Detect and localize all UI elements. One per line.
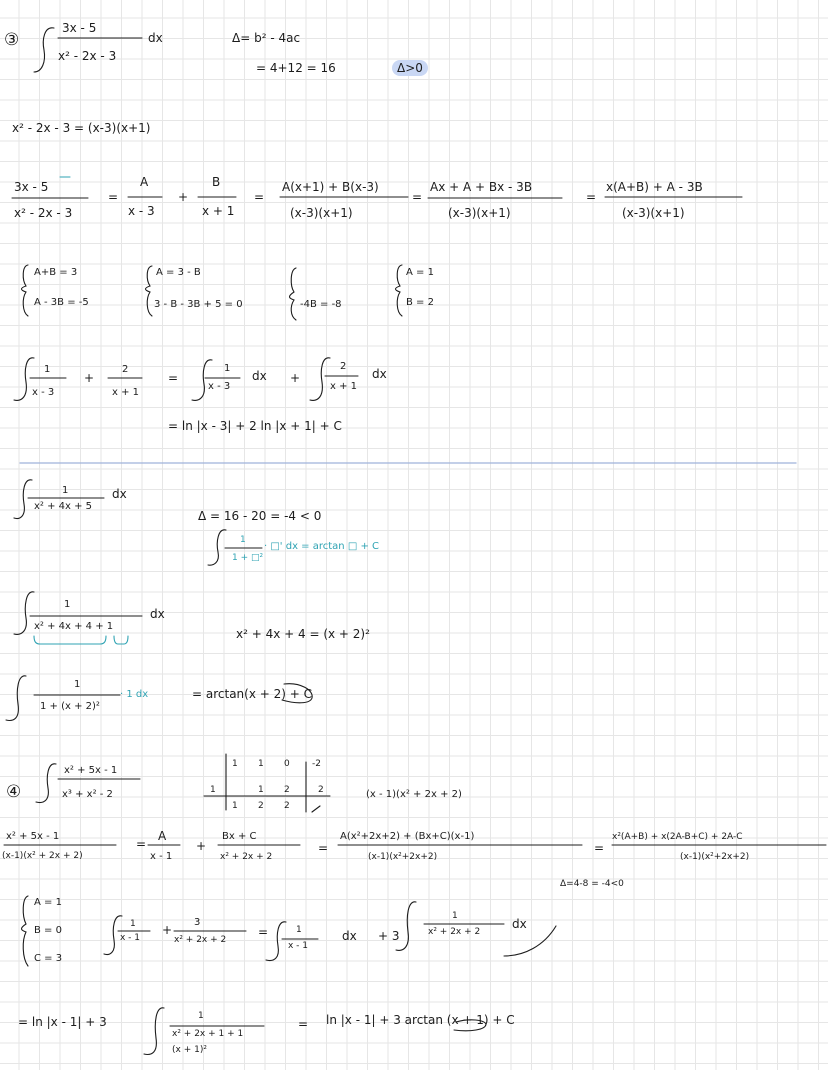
system-3: -4B = -8 bbox=[300, 299, 342, 310]
factorization: x² - 2x - 3 = (x-3)(x+1) bbox=[12, 121, 151, 135]
split-term-1-numerator: 1 bbox=[224, 363, 231, 374]
rule-denominator: 1 + □² bbox=[232, 553, 264, 563]
integral-denominator: x³ + x² - 2 bbox=[62, 789, 113, 800]
last-note: (x + 1)² bbox=[172, 1045, 207, 1055]
pf-a-denominator: x - 3 bbox=[128, 204, 155, 218]
equals-sign: = bbox=[258, 925, 269, 939]
integral-sign bbox=[14, 592, 34, 635]
equals-sign: = bbox=[168, 371, 179, 385]
system-1-line-2: A - 3B = -5 bbox=[34, 297, 89, 308]
dx-label: dx bbox=[112, 487, 127, 501]
horner-top-1: 1 bbox=[232, 759, 238, 769]
sum-term-1-numerator: 1 bbox=[130, 919, 136, 929]
sum-term-2-denominator: x + 1 bbox=[112, 387, 140, 398]
integral-sign bbox=[310, 358, 330, 401]
pf-grouped-numerator: x²(A+B) + x(2A-B+C) + 2A-C bbox=[612, 832, 743, 842]
equals-sign: = bbox=[586, 190, 597, 204]
equals-sign: = bbox=[412, 190, 423, 204]
step-result: = arctan(x + 2) + C bbox=[192, 687, 312, 701]
pf-grouped-denominator: (x-1)(x²+2x+2) bbox=[680, 852, 750, 862]
rule-numerator: 1 bbox=[240, 535, 246, 545]
pf-a: A bbox=[140, 175, 149, 189]
split-term-2-numerator: 1 bbox=[452, 911, 458, 921]
pf-combined-numerator: A(x²+2x+2) + (Bx+C)(x-1) bbox=[340, 831, 475, 842]
problem-number: ③ bbox=[4, 30, 20, 50]
integral-numerator: 1 bbox=[62, 485, 69, 496]
equals-sign: = bbox=[254, 190, 265, 204]
last-result: ln |x - 1| + 3 arctan (x + 1) + C bbox=[326, 1013, 515, 1027]
delta-value: = 4+12 = 16 bbox=[256, 61, 336, 75]
horner-top-4: -2 bbox=[312, 759, 321, 769]
factored-denominator: (x - 1)(x² + 2x + 2) bbox=[366, 789, 462, 800]
split-term-1-numerator: 1 bbox=[296, 925, 302, 935]
system-2-line-2: 3 - B - 3B + 5 = 0 bbox=[154, 299, 243, 310]
completing-square: x² + 4x + 4 = (x + 2)² bbox=[236, 627, 370, 641]
pf-lhs-numerator: 3x - 5 bbox=[14, 180, 49, 194]
last-denominator: x² + 2x + 1 + 1 bbox=[172, 1029, 244, 1039]
equals-sign: = bbox=[108, 190, 119, 204]
brace bbox=[396, 265, 403, 316]
delta-positive: Δ>0 bbox=[392, 60, 428, 76]
sum-term-2-numerator: 2 bbox=[122, 364, 129, 375]
plus-sign: + bbox=[178, 190, 189, 204]
brace-under bbox=[34, 636, 106, 644]
brace bbox=[290, 268, 297, 320]
horner-top-2: 1 bbox=[258, 759, 264, 769]
brace bbox=[22, 265, 29, 316]
sum-term-1-numerator: 1 bbox=[44, 364, 51, 375]
plus-sign: + bbox=[196, 839, 207, 853]
pf-a: A bbox=[158, 829, 167, 843]
system-c: C = 3 bbox=[34, 953, 63, 964]
last-lhs: = ln |x - 1| + 3 bbox=[18, 1015, 107, 1029]
sum-term-2-denominator: x² + 2x + 2 bbox=[174, 935, 227, 945]
integral-sign bbox=[14, 358, 34, 401]
pf-a-denominator: x - 1 bbox=[150, 851, 173, 862]
horner-mid-2: 2 bbox=[284, 785, 290, 795]
dx-label: dx bbox=[150, 607, 165, 621]
delta-line: Δ = 16 - 20 = -4 < 0 bbox=[198, 509, 322, 523]
pf-bc: Bx + C bbox=[222, 831, 257, 842]
split-term-1-denominator: x - 1 bbox=[288, 941, 309, 951]
result-line: = ln |x - 3| + 2 ln |x + 1| + C bbox=[168, 419, 342, 433]
integral-sign bbox=[266, 922, 286, 961]
split-term-2-denominator: x² + 2x + 2 bbox=[428, 927, 481, 937]
system-a: A = 1 bbox=[34, 897, 62, 908]
dx-label: dx bbox=[372, 367, 387, 381]
delta-note: Δ=4-8 = -4<0 bbox=[560, 879, 624, 889]
pf-expanded-denominator: (x-3)(x+1) bbox=[448, 206, 511, 220]
pf-grouped-numerator: x(A+B) + A - 3B bbox=[606, 180, 703, 194]
split-term-2-denominator: x + 1 bbox=[330, 381, 358, 392]
pf-lhs-denominator: x² - 2x - 3 bbox=[14, 206, 73, 220]
integral-sign bbox=[6, 676, 26, 721]
integral-sign bbox=[14, 480, 32, 519]
integral-sign bbox=[144, 1008, 164, 1055]
horner-top-3: 0 bbox=[284, 759, 290, 769]
pf-b: B bbox=[212, 175, 221, 189]
sum-term-1-denominator: x - 1 bbox=[120, 933, 141, 943]
system-1-line-1: A+B = 3 bbox=[34, 267, 78, 278]
integral-sign bbox=[208, 530, 226, 565]
split-three: + 3 bbox=[378, 929, 400, 943]
dx-label: dx bbox=[512, 917, 527, 931]
plus-sign: + bbox=[290, 371, 301, 385]
horner-root: 1 bbox=[210, 785, 216, 795]
rewrite-denominator: x² + 4x + 4 + 1 bbox=[34, 621, 114, 632]
step-factor-text: · 1 dx bbox=[120, 689, 149, 700]
pf-grouped-denominator: (x-3)(x+1) bbox=[622, 206, 685, 220]
last-numerator: 1 bbox=[198, 1011, 204, 1021]
brace bbox=[146, 266, 153, 316]
horner-line bbox=[312, 806, 320, 812]
dx-label: dx bbox=[252, 369, 267, 383]
system-4-line-2: B = 2 bbox=[406, 297, 434, 308]
equals-sign: = bbox=[298, 1017, 309, 1031]
pf-expanded-numerator: Ax + A + Bx - 3B bbox=[430, 180, 533, 194]
delta-formula: Δ= b² - 4ac bbox=[232, 31, 301, 45]
system-b: B = 0 bbox=[34, 925, 62, 936]
step-denominator: 1 + (x + 2)² bbox=[40, 701, 100, 712]
sum-term-1-denominator: x - 3 bbox=[32, 387, 55, 398]
rewrite-numerator: 1 bbox=[64, 599, 71, 610]
dx-label: dx bbox=[148, 31, 163, 45]
arctan-rule: · □' dx = arctan □ + C bbox=[264, 541, 379, 552]
brace-under bbox=[114, 636, 128, 644]
pf-lhs-numerator: x² + 5x - 1 bbox=[6, 831, 60, 842]
pf-lhs-denominator: (x-1)(x² + 2x + 2) bbox=[2, 851, 83, 861]
split-term-2-numerator: 2 bbox=[340, 361, 347, 372]
dx-label: dx bbox=[342, 929, 357, 943]
integral-sign bbox=[36, 764, 56, 803]
horner-mid-1: 1 bbox=[258, 785, 264, 795]
integral-sign bbox=[34, 28, 54, 72]
horner-bottom-1: 1 bbox=[232, 801, 238, 811]
integral-denominator: x² + 4x + 5 bbox=[34, 501, 93, 512]
integral-denominator: x² - 2x - 3 bbox=[58, 49, 117, 63]
plus-sign: + bbox=[162, 923, 173, 937]
pf-bc-denominator: x² + 2x + 2 bbox=[220, 852, 273, 862]
equals-sign: = bbox=[318, 841, 329, 855]
plus-sign: + bbox=[84, 371, 95, 385]
delta-positive-highlight bbox=[392, 62, 428, 74]
integral-numerator: x² + 5x - 1 bbox=[64, 765, 118, 776]
horner-mid-3: 2 bbox=[318, 785, 324, 795]
system-2-line-1: A = 3 - B bbox=[156, 267, 201, 278]
pf-combined-numerator: A(x+1) + B(x-3) bbox=[282, 180, 379, 194]
pf-combined-denominator: (x-3)(x+1) bbox=[290, 206, 353, 220]
step-factor bbox=[120, 690, 148, 700]
integral-sign bbox=[396, 902, 416, 951]
integral-numerator: 3x - 5 bbox=[62, 21, 97, 35]
split-term-1-denominator: x - 3 bbox=[208, 381, 231, 392]
equals-sign: = bbox=[594, 841, 605, 855]
sum-term-2-numerator: 3 bbox=[194, 917, 201, 928]
step-numerator: 1 bbox=[74, 679, 81, 690]
brace bbox=[22, 896, 29, 966]
horner-bottom-3: 2 bbox=[284, 801, 290, 811]
equals-sign: = bbox=[136, 837, 147, 851]
pf-b-denominator: x + 1 bbox=[202, 204, 235, 218]
problem-number: ④ bbox=[6, 782, 22, 802]
horner-bottom-2: 2 bbox=[258, 801, 264, 811]
pf-combined-denominator: (x-1)(x²+2x+2) bbox=[368, 852, 438, 862]
system-4-line-1: A = 1 bbox=[406, 267, 434, 278]
